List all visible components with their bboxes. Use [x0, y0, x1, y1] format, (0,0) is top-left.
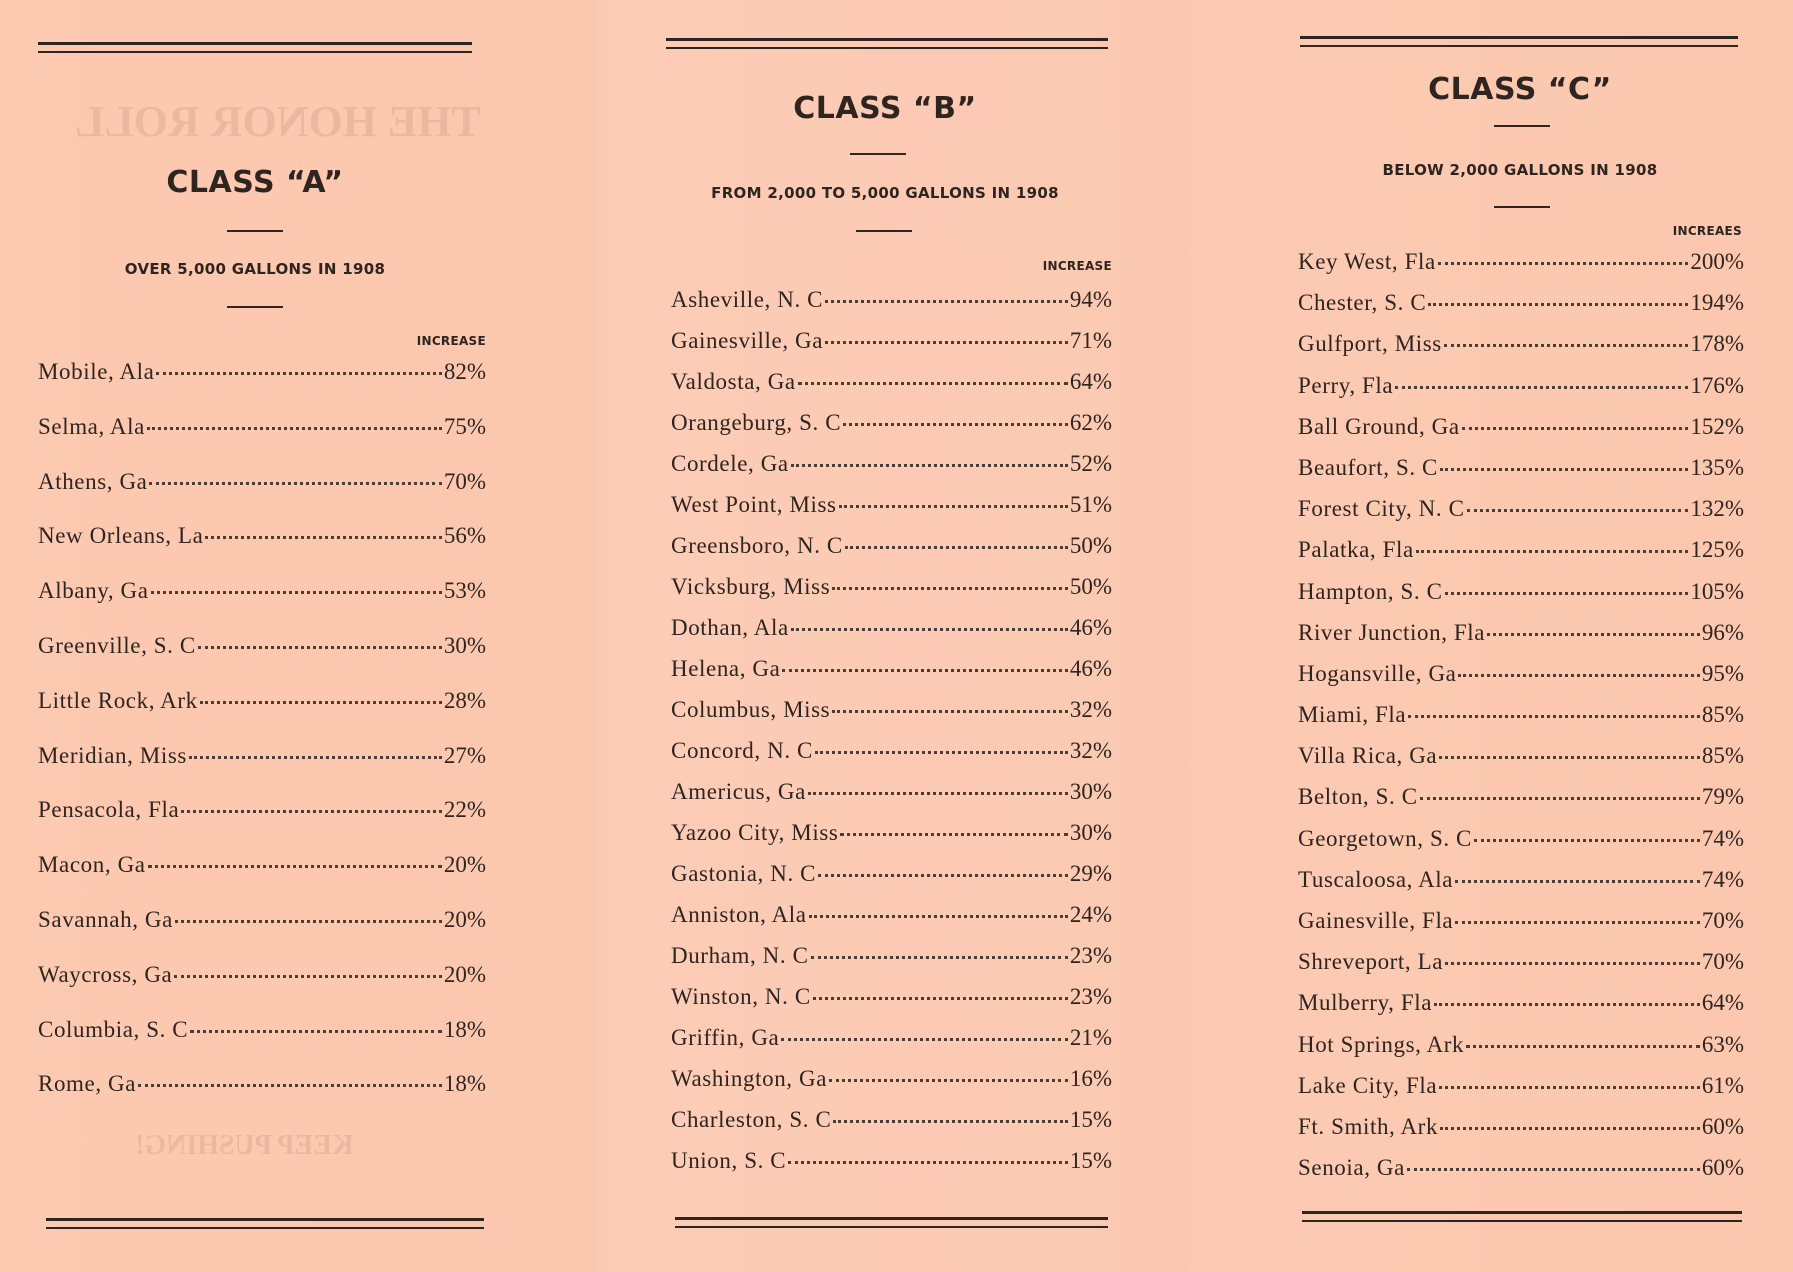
- city-name: Columbia, S. C: [38, 1016, 189, 1042]
- city-row: [1298, 456, 1744, 497]
- city-name: Mobile, Ala: [38, 359, 155, 384]
- leader-dots: [190, 1030, 442, 1033]
- city-row: [671, 411, 1112, 452]
- leader-dots: [174, 975, 441, 978]
- leader-dots: [1439, 1086, 1700, 1089]
- city-name: Albany, Ga: [38, 578, 149, 604]
- city-name: Rome, Ga: [38, 1071, 137, 1097]
- city-name: Athens, Ga: [38, 468, 148, 494]
- increase-percent: 18%: [443, 1071, 486, 1097]
- city-row: [671, 288, 1112, 329]
- leader-dots: [1455, 921, 1700, 924]
- city-name: Griffin, Ga: [671, 1025, 780, 1050]
- leader-dots: [832, 710, 1068, 713]
- city-name: Gainesville, Ga: [671, 328, 824, 353]
- city-name: Mulberry, Fla: [1298, 990, 1433, 1016]
- increase-percent: 135%: [1690, 454, 1744, 480]
- increase-percent: 85%: [1701, 743, 1744, 769]
- city-name: Ft. Smith, Ark: [1298, 1113, 1439, 1139]
- city-name: Helena, Ga: [671, 656, 781, 681]
- leader-dots: [1445, 592, 1689, 595]
- increase-percent: 29%: [1069, 861, 1112, 886]
- city-name: Gulfport, Miss: [1298, 331, 1442, 357]
- increase-percent: 51%: [1069, 492, 1112, 517]
- increase-percent: 105%: [1690, 578, 1744, 604]
- leader-dots: [1445, 962, 1700, 965]
- increase-percent: 46%: [1069, 656, 1112, 681]
- class-b-title: CLASS “B”: [793, 91, 977, 126]
- class-a-subtitle: OVER 5,000 GALLONS IN 1908: [124, 260, 386, 278]
- city-row: [1298, 415, 1744, 456]
- city-name: Little Rock, Ark: [38, 687, 198, 713]
- city-row: [38, 634, 486, 689]
- city-row: [38, 853, 486, 908]
- bottom-double-rule: [1302, 1211, 1742, 1222]
- leader-dots: [791, 464, 1068, 467]
- increase-percent: 50%: [1069, 533, 1112, 558]
- class-b-column: [660, 0, 1110, 1272]
- subtitle-divider: [856, 230, 912, 232]
- city-name: Valdosta, Ga: [671, 369, 796, 394]
- leader-dots: [809, 915, 1068, 918]
- leader-dots: [825, 341, 1068, 344]
- increase-percent: 71%: [1069, 328, 1112, 353]
- city-row: [671, 739, 1112, 780]
- city-name: Savannah, Ga: [38, 906, 173, 932]
- city-row: [1298, 1115, 1744, 1156]
- city-row: [1298, 868, 1744, 909]
- city-name: Selma, Ala: [38, 413, 145, 439]
- city-row: [1298, 1033, 1744, 1074]
- increase-percent: 16%: [1069, 1066, 1112, 1091]
- increase-percent: 70%: [1701, 949, 1744, 975]
- increase-percent: 52%: [1069, 451, 1112, 476]
- city-name: Beaufort, S. C: [1298, 454, 1438, 480]
- increase-percent: 95%: [1701, 660, 1744, 686]
- leader-dots: [151, 591, 442, 594]
- city-name: Columbus, Miss: [671, 697, 831, 722]
- leader-dots: [1416, 550, 1689, 553]
- city-row: [1298, 1156, 1744, 1197]
- city-name: Anniston, Ala: [671, 902, 807, 927]
- leader-dots: [198, 646, 442, 649]
- city-row: [38, 689, 486, 744]
- city-row: [1298, 909, 1744, 950]
- city-name: Hot Springs, Ark: [1298, 1031, 1465, 1057]
- increase-percent: 30%: [443, 632, 486, 658]
- increase-percent: 75%: [443, 413, 486, 439]
- city-name: Dothan, Ala: [671, 615, 789, 640]
- class-b-subtitle: FROM 2,000 TO 5,000 GALLONS IN 1908: [711, 184, 1059, 202]
- city-row: [1298, 662, 1744, 703]
- leader-dots: [1420, 797, 1700, 800]
- increase-percent: 20%: [443, 906, 486, 932]
- city-name: Villa Rica, Ga: [1298, 743, 1438, 769]
- class-a-column: [30, 0, 486, 1272]
- city-name: Pensacola, Fla: [38, 797, 180, 823]
- top-double-rule: [666, 38, 1108, 49]
- leader-dots: [156, 372, 441, 375]
- increase-percent: 64%: [1069, 369, 1112, 394]
- city-row: [671, 329, 1112, 370]
- leader-dots: [840, 833, 1067, 836]
- increase-percent: 50%: [1069, 574, 1112, 599]
- city-row: [1298, 827, 1744, 868]
- leader-dots: [782, 669, 1067, 672]
- show-through-footer: KEEP PUSHING!: [135, 1130, 354, 1161]
- city-row: [671, 821, 1112, 862]
- city-name: Washington, Ga: [671, 1066, 828, 1091]
- city-name: Americus, Ga: [671, 779, 806, 804]
- increase-percent: 63%: [1701, 1031, 1744, 1057]
- city-name: Asheville, N. C: [671, 287, 824, 312]
- city-name: Forest City, N. C: [1298, 496, 1465, 522]
- city-row: [671, 1108, 1112, 1149]
- increase-percent: 28%: [443, 687, 486, 713]
- city-row: [671, 903, 1112, 944]
- city-row: [671, 452, 1112, 493]
- leader-dots: [1440, 468, 1688, 471]
- leader-dots: [843, 423, 1068, 426]
- city-row: [38, 579, 486, 634]
- leader-dots: [1434, 1003, 1700, 1006]
- leader-dots: [813, 997, 1068, 1000]
- city-name: Miami, Fla: [1298, 702, 1407, 728]
- city-name: Orangeburg, S. C: [671, 410, 842, 435]
- leader-dots: [1466, 1045, 1700, 1048]
- city-row: [671, 698, 1112, 739]
- increase-percent: 20%: [443, 961, 486, 987]
- class-c-list: [1298, 250, 1744, 1197]
- increase-percent: 96%: [1701, 619, 1744, 645]
- leader-dots: [138, 1084, 442, 1087]
- leader-dots: [825, 300, 1068, 303]
- increase-percent: 70%: [1701, 908, 1744, 933]
- city-row: [671, 493, 1112, 534]
- city-name: Chester, S. C: [1298, 290, 1427, 316]
- increase-percent: 30%: [1069, 779, 1112, 804]
- city-name: Gastonia, N. C: [671, 861, 817, 886]
- city-row: [1298, 950, 1744, 991]
- leader-dots: [147, 427, 442, 430]
- city-name: Meridian, Miss: [38, 742, 187, 768]
- increase-percent: 32%: [1069, 697, 1112, 722]
- subtitle-divider: [1494, 206, 1550, 208]
- city-row: [671, 1067, 1112, 1108]
- city-row: [1298, 250, 1744, 291]
- city-row: [38, 963, 486, 1018]
- city-row: [671, 862, 1112, 903]
- city-row: [671, 657, 1112, 698]
- increase-percent: 15%: [1069, 1148, 1112, 1173]
- increase-percent: 27%: [443, 742, 486, 768]
- city-name: Lake City, Fla: [1298, 1072, 1438, 1098]
- city-row: [1298, 991, 1744, 1032]
- city-name: Hampton, S. C: [1298, 578, 1443, 604]
- class-c-increase-header: INCREAES: [1672, 224, 1742, 238]
- bottom-double-rule: [675, 1217, 1108, 1228]
- leader-dots: [829, 1079, 1068, 1082]
- leader-dots: [811, 956, 1068, 959]
- leader-dots: [788, 1161, 1068, 1164]
- city-row: [38, 470, 486, 525]
- city-row: [1298, 580, 1744, 621]
- subtitle-divider: [227, 306, 283, 308]
- increase-percent: 94%: [1069, 287, 1112, 312]
- leader-dots: [1487, 633, 1700, 636]
- bottom-double-rule: [46, 1218, 484, 1229]
- city-row: [38, 1072, 486, 1127]
- city-name: Greensboro, N. C: [671, 533, 843, 558]
- increase-percent: 32%: [1069, 738, 1112, 763]
- leader-dots: [1462, 427, 1689, 430]
- leader-dots: [808, 792, 1068, 795]
- leader-dots: [815, 751, 1068, 754]
- city-name: Ball Ground, Ga: [1298, 413, 1460, 439]
- top-double-rule: [1300, 36, 1738, 47]
- city-row: [671, 616, 1112, 657]
- city-name: Winston, N. C: [671, 984, 811, 1009]
- increase-percent: 23%: [1069, 943, 1112, 968]
- leader-dots: [1408, 715, 1700, 718]
- class-c-column: [1290, 0, 1744, 1272]
- show-through-heading: THE HONOR ROLL: [75, 97, 481, 146]
- increase-percent: 82%: [443, 359, 486, 384]
- leader-dots: [1407, 1168, 1700, 1171]
- city-row: [1298, 703, 1744, 744]
- leader-dots: [1444, 344, 1688, 347]
- city-name: Gainesville, Fla: [1298, 908, 1454, 933]
- increase-percent: 18%: [443, 1016, 486, 1042]
- increase-percent: 53%: [443, 578, 486, 604]
- increase-percent: 152%: [1690, 413, 1744, 439]
- city-row: [1298, 621, 1744, 662]
- city-row: [671, 370, 1112, 411]
- leader-dots: [839, 505, 1068, 508]
- city-name: Shreveport, La: [1298, 949, 1444, 975]
- leader-dots: [818, 874, 1068, 877]
- class-c-subtitle: BELOW 2,000 GALLONS IN 1908: [1382, 161, 1658, 179]
- city-row: [1298, 785, 1744, 826]
- city-name: Cordele, Ga: [671, 451, 789, 476]
- increase-percent: 60%: [1701, 1113, 1744, 1139]
- city-row: [1298, 538, 1744, 579]
- leader-dots: [1440, 1127, 1700, 1130]
- increase-percent: 60%: [1701, 1155, 1744, 1181]
- increase-percent: 74%: [1701, 866, 1744, 892]
- leader-dots: [798, 382, 1068, 385]
- increase-percent: 61%: [1701, 1072, 1744, 1098]
- class-a-increase-header: INCREASE: [416, 334, 486, 348]
- leader-dots: [200, 701, 442, 704]
- increase-percent: 23%: [1069, 984, 1112, 1009]
- city-row: [38, 908, 486, 963]
- city-row: [671, 1026, 1112, 1067]
- city-name: Hogansville, Ga: [1298, 660, 1457, 686]
- increase-percent: 20%: [443, 852, 486, 878]
- leader-dots: [1428, 303, 1688, 306]
- increase-percent: 56%: [443, 523, 486, 549]
- city-row: [38, 524, 486, 579]
- class-b-increase-header: INCREASE: [1042, 259, 1112, 273]
- increase-percent: 15%: [1069, 1107, 1112, 1132]
- city-row: [671, 1149, 1112, 1190]
- leader-dots: [1467, 509, 1689, 512]
- leader-dots: [1474, 839, 1700, 842]
- increase-percent: 21%: [1069, 1025, 1112, 1050]
- leader-dots: [791, 628, 1068, 631]
- city-name: River Junction, Fla: [1298, 619, 1486, 645]
- increase-percent: 178%: [1690, 331, 1744, 357]
- city-name: Senoia, Ga: [1298, 1155, 1405, 1181]
- city-row: [671, 944, 1112, 985]
- leader-dots: [832, 587, 1068, 590]
- city-name: Greenville, S. C: [38, 632, 196, 658]
- city-name: Yazoo City, Miss: [671, 820, 839, 845]
- city-name: Concord, N. C: [671, 738, 813, 763]
- city-row: [38, 1018, 486, 1073]
- city-row: [38, 360, 486, 415]
- city-name: Palatka, Fla: [1298, 537, 1414, 563]
- city-row: [671, 534, 1112, 575]
- city-name: Union, S. C: [671, 1148, 787, 1173]
- city-name: Key West, Fla: [1298, 249, 1436, 274]
- city-row: [1298, 497, 1744, 538]
- leader-dots: [148, 865, 442, 868]
- title-divider: [1494, 125, 1550, 127]
- city-name: Waycross, Ga: [38, 961, 173, 987]
- title-divider: [850, 153, 906, 155]
- increase-percent: 22%: [443, 797, 486, 823]
- increase-percent: 85%: [1701, 702, 1744, 728]
- leader-dots: [189, 756, 442, 759]
- top-double-rule: [38, 42, 472, 53]
- class-b-list: [671, 288, 1112, 1190]
- city-name: Charleston, S. C: [671, 1107, 832, 1132]
- class-a-list: [38, 360, 486, 1127]
- city-row: [1298, 744, 1744, 785]
- increase-percent: 24%: [1069, 902, 1112, 927]
- city-row: [1298, 1074, 1744, 1115]
- leader-dots: [175, 920, 442, 923]
- increase-percent: 125%: [1690, 537, 1744, 563]
- increase-percent: 176%: [1690, 372, 1744, 398]
- leader-dots: [1455, 880, 1700, 883]
- leader-dots: [1439, 756, 1700, 759]
- city-row: [1298, 291, 1744, 332]
- class-a-title: CLASS “A”: [166, 165, 344, 200]
- leader-dots: [781, 1038, 1067, 1041]
- increase-percent: 79%: [1701, 784, 1744, 810]
- increase-percent: 46%: [1069, 615, 1112, 640]
- increase-percent: 132%: [1690, 496, 1744, 522]
- city-name: Belton, S. C: [1298, 784, 1418, 810]
- city-name: Durham, N. C: [671, 943, 809, 968]
- city-name: West Point, Miss: [671, 492, 837, 517]
- increase-percent: 194%: [1690, 290, 1744, 316]
- city-name: Georgetown, S. C: [1298, 825, 1473, 851]
- city-row: [671, 575, 1112, 616]
- leader-dots: [149, 482, 441, 485]
- increase-percent: 64%: [1701, 990, 1744, 1016]
- leader-dots: [1458, 674, 1699, 677]
- leader-dots: [833, 1120, 1067, 1123]
- city-row: [38, 744, 486, 799]
- increase-percent: 62%: [1069, 410, 1112, 435]
- city-name: Tuscaloosa, Ala: [1298, 866, 1454, 892]
- leader-dots: [181, 810, 442, 813]
- city-row: [1298, 374, 1744, 415]
- city-row: [38, 798, 486, 853]
- increase-percent: 30%: [1069, 820, 1112, 845]
- city-row: [38, 415, 486, 470]
- city-name: Macon, Ga: [38, 852, 146, 878]
- leader-dots: [845, 546, 1068, 549]
- city-row: [671, 780, 1112, 821]
- increase-percent: 70%: [443, 468, 486, 494]
- increase-percent: 74%: [1701, 825, 1744, 851]
- city-name: New Orleans, La: [38, 523, 204, 549]
- increase-percent: 200%: [1690, 249, 1744, 274]
- city-name: Vicksburg, Miss: [671, 574, 831, 599]
- city-row: [1298, 332, 1744, 373]
- title-divider: [227, 230, 283, 232]
- leader-dots: [1438, 262, 1689, 265]
- leader-dots: [205, 536, 441, 539]
- leader-dots: [1395, 386, 1688, 389]
- city-name: Perry, Fla: [1298, 372, 1394, 398]
- city-row: [671, 985, 1112, 1026]
- class-c-title: CLASS “C”: [1428, 72, 1612, 107]
